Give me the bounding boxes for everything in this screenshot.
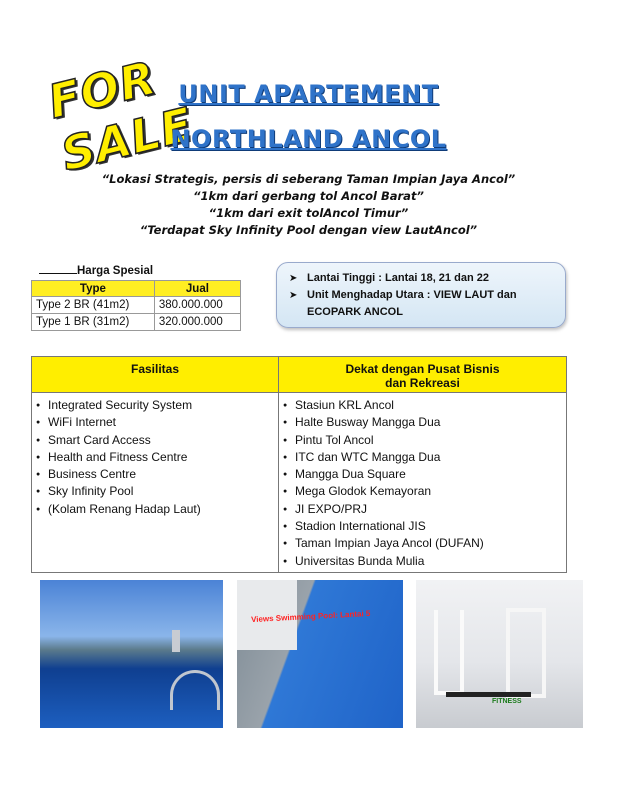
price-section xyxy=(31,265,241,331)
arrow-right-icon: ➤ xyxy=(289,273,298,284)
pool-photo-caption: Views Swimming Pool: Lantai 5 xyxy=(250,608,371,625)
gym-sign: FITNESS xyxy=(492,698,522,705)
list-item: ● (Kolam Renang Hadap Laut) xyxy=(32,501,278,518)
price-cell-type: Type 1 BR (31m2) xyxy=(32,314,155,331)
info-view-text-cont: ECOPARK ANCOL xyxy=(307,306,403,318)
page-title-line2: NORTHLAND ANCOL xyxy=(170,125,447,153)
list-item: ● Halte Busway Mangga Dua xyxy=(279,414,566,431)
quote-line: “1km dari gerbang tol Ancol Barat” xyxy=(193,189,424,203)
nearby-header-line1: Dekat dengan Pusat Bisnis xyxy=(345,362,500,376)
price-header-jual: Jual xyxy=(154,281,240,297)
price-caption-text: Harga Spesial xyxy=(77,265,154,277)
page-title-line1: UNIT APARTEMENT xyxy=(178,80,439,108)
swimming-pool-photo xyxy=(237,580,403,728)
list-item: ● Stasiun KRL Ancol xyxy=(279,397,566,414)
price-cell-value: 320.000.000 xyxy=(154,314,240,331)
unit-info-box xyxy=(276,262,566,328)
facilities-list-cell xyxy=(32,393,279,573)
highlight-quotes xyxy=(0,171,617,239)
info-view-text: Unit Menghadap Utara : VIEW LAUT dan xyxy=(307,289,517,301)
facilities-list xyxy=(32,397,278,518)
gym-machine-shape xyxy=(434,610,464,695)
gym-rack-shape xyxy=(506,608,546,698)
list-item: ● Sky Infinity Pool xyxy=(32,483,278,500)
list-item: ● Business Centre xyxy=(32,466,278,483)
nearby-list xyxy=(279,397,566,570)
table-row xyxy=(32,314,241,331)
caption-underline xyxy=(39,273,77,274)
list-item: ● Taman Impian Jaya Ancol (DUFAN) xyxy=(279,535,566,552)
nearby-header-line2: dan Rekreasi xyxy=(385,376,460,390)
list-item: ● Mega Glodok Kemayoran xyxy=(279,483,566,500)
price-caption xyxy=(31,265,241,277)
price-header-type: Type xyxy=(32,281,155,297)
info-row xyxy=(289,287,555,304)
info-row xyxy=(289,270,555,287)
list-item: ● Stadion International JIS xyxy=(279,518,566,535)
list-item: ● Integrated Security System xyxy=(32,397,278,414)
list-item: ● ITC dan WTC Mangga Dua xyxy=(279,449,566,466)
tower-shape xyxy=(172,630,180,652)
for-sale-text: FOR SALE xyxy=(42,50,199,182)
sky-pool-photo xyxy=(40,580,223,728)
quote-line: “Terdapat Sky Infinity Pool dengan view LautAncol” xyxy=(139,223,478,237)
nearby-list-cell xyxy=(279,393,567,573)
info-row xyxy=(307,304,555,321)
list-item: ● Health and Fitness Centre xyxy=(32,449,278,466)
list-item: ● Mangga Dua Square xyxy=(279,466,566,483)
facilities-table xyxy=(31,356,567,573)
pool-rail-shape xyxy=(170,670,220,710)
list-item: ● Universitas Bunda Mulia xyxy=(279,553,566,570)
list-item: ● Pintu Tol Ancol xyxy=(279,432,566,449)
info-floor-text: Lantai Tinggi : Lantai 18, 21 dan 22 xyxy=(307,272,489,284)
gym-photo xyxy=(416,580,583,728)
nearby-header xyxy=(279,357,567,393)
price-cell-type: Type 2 BR (41m2) xyxy=(32,297,155,314)
quote-line: “1km dari exit tolAncol Timur” xyxy=(208,206,409,220)
barbell-shape xyxy=(446,692,531,697)
facilities-header: Fasilitas xyxy=(32,357,279,393)
list-item: ● JI EXPO/PRJ xyxy=(279,501,566,518)
price-cell-value: 380.000.000 xyxy=(154,297,240,314)
price-table xyxy=(31,280,241,331)
table-row xyxy=(32,297,241,314)
arrow-right-icon: ➤ xyxy=(289,290,298,301)
list-item: ● WiFi Internet xyxy=(32,414,278,431)
list-item: ● Smart Card Access xyxy=(32,432,278,449)
quote-line: “Lokasi Strategis, persis di seberang Taman Impian Jaya Ancol” xyxy=(101,172,516,186)
